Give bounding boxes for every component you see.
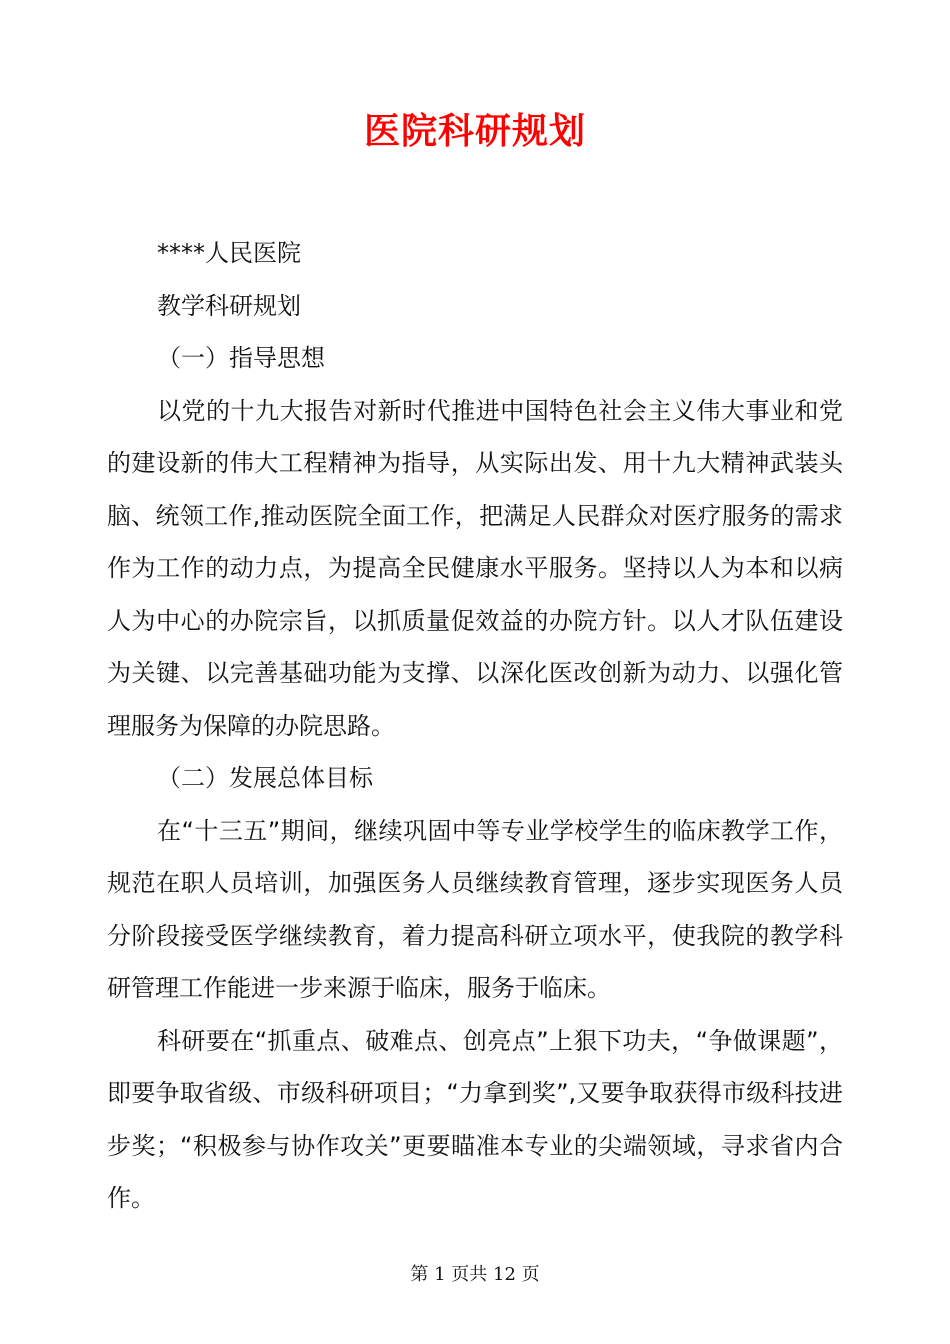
paragraph-guiding-thought: 以党的十九大报告对新时代推进中国特色社会主义伟大事业和党的建设新的伟大工程精神为指导，从实际出发、用十九大精神武装头脑、统领工作,推动医院全面工作，把满足人民群众对医疗服务的需求作为工作的动力点，为提高全民健康水平服务。坚持以人为本和以病人为中心的办院宗旨，以抓质量促效益的办院方针。以人才队伍建设为关键、以完善基础功能为支撑、以深化医改创新为动力、以强化管理服务为保障的办院思路。 <box>107 396 843 740</box>
paragraph-overall-goal: 在“十三五”期间，继续巩固中等专业学校学生的临床教学工作，规范在职人员培训，加强医务人员继续教育管理，逐步实现医务人员分阶段接受医学继续教育，着力提高科研立项水平，使我院的教学科研管理工作能进一步来源于临床，服务于临床。 <box>107 816 843 1002</box>
section-heading-guiding-thought: （一）指导思想 <box>157 344 325 372</box>
document-title: 医院科研规划 <box>363 111 586 152</box>
section-heading-overall-goal: （二）发展总体目标 <box>157 764 373 792</box>
document-body <box>107 227 843 1225</box>
plan-line: 教学科研规划 <box>157 291 301 320</box>
org-line: ****人民医院 <box>157 239 301 267</box>
paragraph-research-focus: 科研要在“抓重点、破难点、创亮点”上狠下功夫，“争做课题”，即要争取省级、市级科研项目；“力拿到奖”,又要争取获得市级科技进步奖；“积极参与协作攻关”更要瞄准本专业的尖端领域，寻求省内合作。 <box>107 1026 843 1212</box>
page-number-footer: 第 1 页共 12 页 <box>410 1264 540 1285</box>
